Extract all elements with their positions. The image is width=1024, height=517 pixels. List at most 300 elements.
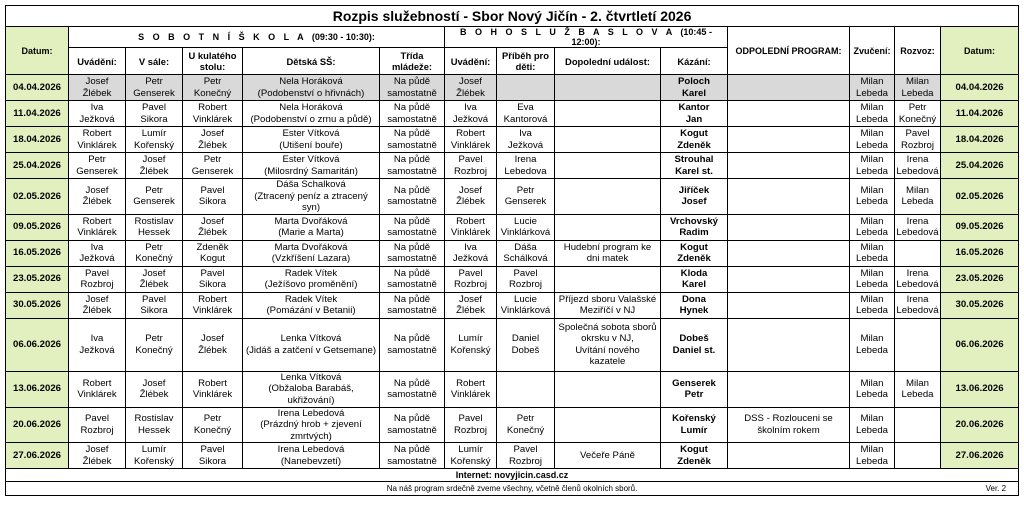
uvadeni-bohosluzba-line: Josef	[459, 184, 482, 196]
rozvoz-line: Lebeda	[901, 196, 934, 208]
uvadeni-bohosluzba-line: Robert	[456, 377, 485, 389]
zvuceni-line: Lebeda	[855, 389, 888, 401]
zvuceni-cell	[850, 101, 895, 127]
kazani-cell	[661, 101, 728, 127]
kazani-line: Zdeněk	[677, 455, 711, 467]
uvadeni-line: Robert	[82, 127, 112, 139]
kazani-cell	[661, 127, 728, 153]
dopoledni-line: dni matek	[586, 253, 629, 265]
pribeh-line: Vinklárková	[500, 227, 551, 239]
date-cell-right: 06.06.2026	[941, 318, 1019, 371]
kazani-cell	[661, 371, 728, 407]
v-sale-cell	[126, 153, 183, 179]
table-row	[6, 266, 1019, 292]
detska-ss-cell	[243, 127, 380, 153]
date-cell-right: 25.04.2026	[941, 153, 1019, 179]
v-sale-line: Sikora	[140, 113, 168, 125]
rozvoz-line: Irena	[906, 293, 929, 305]
trida-cell	[380, 75, 445, 101]
detska-ss-line: (Vzkříšení Lazara)	[271, 253, 351, 265]
zvuceni-cell	[850, 266, 895, 292]
uvadeni-line: Žlébek	[82, 87, 112, 99]
pribeh-cell	[497, 266, 555, 292]
dopoledni-cell	[555, 266, 661, 292]
uvadeni-bohosluzba-cell	[445, 292, 497, 318]
detska-ss-line: Ester Vítková	[282, 153, 340, 165]
kazani-line: Kantor	[678, 101, 710, 113]
table-row	[6, 127, 1019, 153]
odpoledni-cell	[728, 127, 850, 153]
rozvoz-cell	[895, 127, 941, 153]
zvuceni-cell	[850, 240, 895, 266]
rozvoz-line: Lebedová	[896, 227, 939, 239]
trida-cell	[380, 101, 445, 127]
v-sale-line: Petr	[145, 241, 163, 253]
uvadeni-cell	[69, 266, 126, 292]
trida-line: Na půdě	[393, 101, 431, 113]
zvuceni-cell	[850, 153, 895, 179]
odpoledni-cell	[728, 443, 850, 469]
trida-line: Na půdě	[393, 333, 431, 345]
dopoledni-cell	[555, 127, 661, 153]
schedule-rows	[6, 75, 1019, 469]
date-cell: 09.05.2026	[6, 214, 69, 240]
pribeh-cell	[497, 292, 555, 318]
section-sobotni-name: S O B O T N Í Š K O L A	[138, 32, 307, 42]
rozvoz-line: Petr	[908, 101, 927, 113]
uvadeni-bohosluzba-cell	[445, 214, 497, 240]
zvuceni-cell	[850, 127, 895, 153]
detska-ss-line: Dáša Schalková	[276, 179, 346, 190]
detska-ss-line: (Ježíšovo proměnění)	[264, 279, 358, 291]
kazani-line: Kogut	[680, 241, 708, 253]
uvadeni-line: Robert	[82, 215, 112, 227]
detska-ss-cell	[243, 214, 380, 240]
date-cell-right: 23.05.2026	[941, 266, 1019, 292]
header-odpoledni: ODPOLEDNÍ PROGRAM:	[728, 27, 850, 75]
trida-line: Na půdě	[393, 184, 431, 196]
v-sale-cell	[126, 292, 183, 318]
trida-line: samostatně	[387, 139, 437, 151]
odpoledni-cell	[728, 179, 850, 215]
uvadeni-cell	[69, 101, 126, 127]
uvadeni-line: Rozbroj	[80, 424, 114, 436]
detska-ss-line: Ester Vítková	[282, 127, 340, 139]
pribeh-line: Rozbroj	[508, 455, 543, 467]
zvuceni-cell	[850, 443, 895, 469]
v-sale-line: Pavel	[142, 101, 166, 113]
uvadeni-bohosluzba-line: Pavel	[458, 153, 483, 165]
u-kulateho-cell	[183, 240, 243, 266]
uvadeni-bohosluzba-cell	[445, 240, 497, 266]
uvadeni-bohosluzba-line: Žlébek	[456, 196, 485, 208]
detska-ss-line: Nela Horáková	[279, 101, 343, 113]
uvadeni-bohosluzba-cell	[445, 101, 497, 127]
date-cell: 27.06.2026	[6, 443, 69, 469]
zvuceni-cell	[850, 407, 895, 443]
dopoledni-cell	[555, 101, 661, 127]
dopoledni-cell	[555, 371, 661, 407]
odpoledni-cell	[728, 292, 850, 318]
pribeh-line: Rozbroj	[508, 279, 543, 291]
rozvoz-line: Milan	[906, 377, 929, 389]
uvadeni-cell	[69, 179, 126, 215]
v-sale-cell	[126, 266, 183, 292]
kazani-line: Dobeš	[679, 333, 709, 345]
v-sale-line: Genserek	[133, 87, 175, 99]
date-cell-right: 18.04.2026	[941, 127, 1019, 153]
detska-ss-line: Nela Horáková	[279, 75, 343, 87]
trida-line: samostatně	[387, 279, 437, 291]
trida-line: samostatně	[387, 165, 437, 177]
detska-ss-line: Radek Vítek	[284, 293, 338, 305]
trida-line: Na půdě	[393, 444, 431, 456]
header-kazani: Kázání:	[661, 48, 728, 75]
u-kulateho-line: Pavel	[200, 444, 225, 456]
u-kulateho-line: Žlébek	[198, 227, 227, 239]
kazani-cell	[661, 240, 728, 266]
v-sale-line: Rostislav	[134, 413, 174, 425]
uvadeni-cell	[69, 443, 126, 469]
zvuceni-cell	[850, 214, 895, 240]
u-kulateho-cell	[183, 318, 243, 371]
uvadeni-line: Iva	[90, 101, 104, 113]
v-sale-line: Kořenský	[134, 455, 174, 467]
kazani-line: Hynek	[679, 305, 709, 317]
date-cell: 11.04.2026	[6, 101, 69, 127]
header-detska-ss: Dětská SŠ:	[243, 48, 380, 75]
pribeh-cell	[497, 318, 555, 371]
kazani-cell	[661, 318, 728, 371]
kazani-line: Jan	[685, 113, 703, 125]
pribeh-line: Lebedova	[504, 165, 547, 177]
kazani-cell	[661, 292, 728, 318]
uvadeni-line: Petr	[88, 153, 106, 165]
table-row	[6, 101, 1019, 127]
dopoledni-line: Hudební program ke	[563, 241, 652, 253]
rozvoz-line: Irena	[906, 215, 929, 227]
uvadeni-cell	[69, 153, 126, 179]
zvuceni-line: Lebeda	[855, 253, 888, 265]
rozvoz-line: Milan	[906, 184, 929, 196]
pribeh-cell	[497, 407, 555, 443]
u-kulateho-line: Kogut	[199, 253, 226, 265]
header-datum: Datum:	[6, 27, 69, 75]
u-kulateho-line: Petr	[203, 413, 222, 425]
uvadeni-bohosluzba-line: Vinklárek	[450, 389, 491, 401]
footer-version: Ver. 2	[985, 484, 1007, 494]
header-pribeh-pro-deti: Příběh pro děti:	[497, 48, 555, 75]
uvadeni-bohosluzba-line: Robert	[456, 215, 485, 227]
kazani-cell	[661, 407, 728, 443]
u-kulateho-line: Zdeněk	[196, 241, 229, 253]
trida-line: samostatně	[387, 227, 437, 239]
schedule-table	[5, 5, 1019, 496]
uvadeni-cell	[69, 371, 126, 407]
odpoledni-line: DSS - Rozlouceni se	[744, 413, 833, 425]
u-kulateho-cell	[183, 127, 243, 153]
kazani-line: Dona	[682, 293, 706, 305]
uvadeni-line: Josef	[85, 75, 109, 87]
trida-line: samostatně	[387, 196, 437, 208]
v-sale-line: Josef	[142, 153, 166, 165]
rozvoz-line: Irena	[906, 267, 929, 279]
header-datum-right: Datum:	[941, 27, 1019, 75]
v-sale-cell	[126, 371, 183, 407]
pribeh-cell	[497, 214, 555, 240]
table-row	[6, 371, 1019, 407]
u-kulateho-line: Genserek	[191, 165, 234, 177]
uvadeni-bohosluzba-cell	[445, 127, 497, 153]
zvuceni-line: Milan	[860, 267, 884, 279]
detska-ss-line: (Podobenství o zrnu a půdě)	[250, 113, 372, 125]
date-cell: 06.06.2026	[6, 318, 69, 371]
v-sale-line: Genserek	[133, 196, 175, 208]
odpoledni-cell	[728, 266, 850, 292]
kazani-line: Daniel st.	[672, 344, 716, 356]
rozvoz-line: Lebedová	[896, 165, 939, 177]
odpoledni-cell	[728, 101, 850, 127]
dopoledni-line: Společná sobota sborů	[558, 321, 657, 333]
uvadeni-line: Vinklárek	[77, 389, 117, 401]
pribeh-cell	[497, 153, 555, 179]
zvuceni-line: Lebeda	[855, 305, 888, 317]
dopoledni-cell	[555, 153, 661, 179]
uvadeni-line: Žlébek	[82, 455, 112, 467]
uvadeni-line: Iva	[90, 241, 104, 253]
uvadeni-bohosluzba-line: Iva	[464, 101, 477, 113]
date-cell: 25.04.2026	[6, 153, 69, 179]
uvadeni-cell	[69, 407, 126, 443]
table-row	[6, 179, 1019, 215]
zvuceni-line: Milan	[860, 184, 884, 196]
detska-ss-cell	[243, 407, 380, 443]
zvuceni-line: Lebeda	[855, 87, 888, 99]
footer-internet: Internet: novyjicin.casd.cz	[6, 469, 1019, 482]
date-cell: 04.04.2026	[6, 75, 69, 101]
pribeh-line: Pavel	[513, 444, 538, 456]
u-kulateho-line: Josef	[201, 127, 224, 139]
uvadeni-line: Josef	[85, 444, 109, 456]
pribeh-cell	[497, 127, 555, 153]
v-sale-line: Konečný	[135, 253, 173, 265]
zvuceni-line: Milan	[860, 444, 884, 456]
v-sale-line: Žlébek	[139, 279, 169, 291]
trida-line: samostatně	[387, 305, 437, 317]
uvadeni-line: Iva	[90, 333, 104, 345]
u-kulateho-cell	[183, 371, 243, 407]
u-kulateho-line: Konečný	[193, 87, 232, 99]
pribeh-line: Schálková	[503, 253, 548, 265]
kazani-line: Genserek	[672, 377, 716, 389]
trida-line: samostatně	[387, 424, 437, 436]
v-sale-line: Kořenský	[134, 139, 174, 151]
detska-ss-cell	[243, 153, 380, 179]
section-bohosluzba-name: B O H O S L U Ž B A S L O V A	[460, 27, 675, 37]
u-kulateho-line: Žlébek	[198, 344, 227, 356]
detska-ss-line: Radek Vítek	[284, 267, 338, 279]
uvadeni-cell	[69, 318, 126, 371]
uvadeni-bohosluzba-line: Rozbroj	[453, 424, 488, 436]
trida-line: samostatně	[387, 389, 437, 401]
u-kulateho-line: Pavel	[200, 267, 225, 279]
trida-cell	[380, 127, 445, 153]
uvadeni-bohosluzba-cell	[445, 75, 497, 101]
date-cell: 30.05.2026	[6, 292, 69, 318]
uvadeni-bohosluzba-line: Žlébek	[456, 305, 485, 317]
trida-line: Na půdě	[393, 377, 431, 389]
zvuceni-line: Lebeda	[855, 227, 888, 239]
v-sale-line: Petr	[145, 75, 163, 87]
rozvoz-cell	[895, 101, 941, 127]
trida-line: Na půdě	[393, 153, 431, 165]
uvadeni-line: Vinklárek	[77, 227, 117, 239]
footer-note: Na náš program srdečně zveme všechny, včetně členů okolních sborů.	[386, 484, 638, 494]
uvadeni-line: Josef	[85, 293, 109, 305]
uvadeni-line: Ježková	[79, 113, 115, 125]
v-sale-line: Josef	[142, 377, 166, 389]
kazani-cell	[661, 214, 728, 240]
kazani-cell	[661, 75, 728, 101]
uvadeni-bohosluzba-cell	[445, 266, 497, 292]
kazani-cell	[661, 266, 728, 292]
uvadeni-line: Rozbroj	[80, 279, 114, 291]
zvuceni-line: Milan	[860, 241, 884, 253]
uvadeni-line: Žlébek	[82, 196, 112, 208]
detska-ss-line: (Milosrdný Samaritán)	[264, 165, 358, 177]
trida-cell	[380, 240, 445, 266]
uvadeni-cell	[69, 127, 126, 153]
uvadeni-line: Vinklárek	[77, 139, 117, 151]
trida-line: Na půdě	[393, 215, 431, 227]
u-kulateho-cell	[183, 179, 243, 215]
zvuceni-line: Milan	[860, 101, 884, 113]
date-cell: 02.05.2026	[6, 179, 69, 215]
kazani-cell	[661, 179, 728, 215]
zvuceni-cell	[850, 292, 895, 318]
u-kulateho-cell	[183, 214, 243, 240]
kazani-cell	[661, 443, 728, 469]
uvadeni-line: Pavel	[85, 413, 109, 425]
detska-ss-line: Lenka Vítková	[280, 333, 342, 345]
rozvoz-cell	[895, 214, 941, 240]
odpoledni-cell	[728, 407, 850, 443]
rozvoz-line: Lebedová	[896, 279, 939, 291]
detska-ss-line: (Podobenství o hřivnách)	[257, 87, 365, 99]
pribeh-line: Pavel	[513, 267, 538, 279]
u-kulateho-line: Konečný	[193, 424, 232, 436]
u-kulateho-line: Sikora	[198, 196, 227, 208]
v-sale-line: Josef	[142, 267, 166, 279]
uvadeni-line: Genserek	[76, 165, 118, 177]
detska-ss-cell	[243, 292, 380, 318]
trida-cell	[380, 407, 445, 443]
kazani-line: Lumír	[680, 424, 708, 436]
detska-ss-line: Marta Dvořáková	[274, 241, 348, 253]
table-row	[6, 75, 1019, 101]
zvuceni-line: Milan	[860, 75, 884, 87]
trida-cell	[380, 214, 445, 240]
detska-ss-line: zmrtvých)	[290, 430, 332, 442]
detska-ss-cell	[243, 371, 380, 407]
uvadeni-bohosluzba-line: Pavel	[458, 267, 483, 279]
kazani-line: Petr	[684, 389, 704, 401]
trida-cell	[380, 179, 445, 215]
v-sale-line: Konečný	[135, 344, 173, 356]
v-sale-cell	[126, 127, 183, 153]
pribeh-line: Genserek	[504, 196, 547, 208]
rozvoz-line: Lebeda	[901, 87, 934, 99]
u-kulateho-line: Vinklárek	[192, 389, 233, 401]
pribeh-cell	[497, 101, 555, 127]
uvadeni-line: Josef	[85, 184, 109, 196]
kazani-line: Jiříček	[678, 184, 710, 196]
table-row	[6, 292, 1019, 318]
kazani-line: Zdeněk	[677, 253, 711, 265]
detska-ss-cell	[243, 179, 380, 215]
u-kulateho-cell	[183, 101, 243, 127]
uvadeni-bohosluzba-line: Pavel	[458, 413, 483, 425]
date-cell: 13.06.2026	[6, 371, 69, 407]
rozvoz-cell	[895, 153, 941, 179]
rozvoz-cell	[895, 371, 941, 407]
pribeh-line: Kantorová	[503, 113, 548, 125]
pribeh-line: Irena	[514, 153, 537, 165]
pribeh-line: Konečný	[506, 424, 545, 436]
kazani-cell	[661, 153, 728, 179]
pribeh-line: Dobeš	[511, 344, 540, 356]
trida-line: samostatně	[387, 253, 437, 265]
uvadeni-cell	[69, 75, 126, 101]
u-kulateho-line: Robert	[198, 101, 227, 113]
uvadeni-bohosluzba-cell	[445, 153, 497, 179]
detska-ss-line: (Marie a Marta)	[278, 227, 344, 239]
u-kulateho-line: Žlébek	[198, 139, 227, 151]
u-kulateho-line: Sikora	[198, 455, 227, 467]
zvuceni-line: Milan	[860, 153, 884, 165]
kazani-line: Karel	[682, 87, 706, 99]
zvuceni-line: Lebeda	[855, 344, 888, 356]
uvadeni-bohosluzba-line: Josef	[459, 293, 482, 305]
header-trida-mladeze: Třída mládeže:	[380, 48, 445, 75]
zvuceni-line: Lebeda	[855, 113, 888, 125]
rozvoz-line: Milan	[906, 75, 929, 87]
rozvoz-line: Konečný	[898, 113, 937, 125]
dopoledni-cell	[555, 407, 661, 443]
date-cell: 16.05.2026	[6, 240, 69, 266]
detska-ss-line: (Pomázání v Betanii)	[266, 305, 356, 317]
odpoledni-cell	[728, 240, 850, 266]
uvadeni-bohosluzba-line: Robert	[456, 127, 485, 139]
detska-ss-line: Irena Lebedová	[277, 444, 345, 456]
pribeh-cell	[497, 443, 555, 469]
pribeh-line: Eva	[517, 101, 534, 113]
v-sale-line: Lumír	[141, 127, 167, 139]
pribeh-line: Ježková	[507, 139, 544, 151]
uvadeni-bohosluzba-line: Iva	[464, 241, 477, 253]
u-kulateho-line: Vinklárek	[192, 305, 233, 317]
kazani-line: Josef	[681, 196, 707, 208]
u-kulateho-line: Pavel	[200, 184, 225, 196]
header-dopoledni-udalost: Dopolední událost:	[555, 48, 661, 75]
trida-line: samostatně	[387, 344, 437, 356]
trida-line: samostatně	[387, 113, 437, 125]
trida-line: Na půdě	[393, 75, 431, 87]
u-kulateho-cell	[183, 266, 243, 292]
rozvoz-line: Pavel	[905, 127, 930, 139]
date-cell-right: 11.04.2026	[941, 101, 1019, 127]
kazani-line: Radim	[679, 227, 709, 239]
